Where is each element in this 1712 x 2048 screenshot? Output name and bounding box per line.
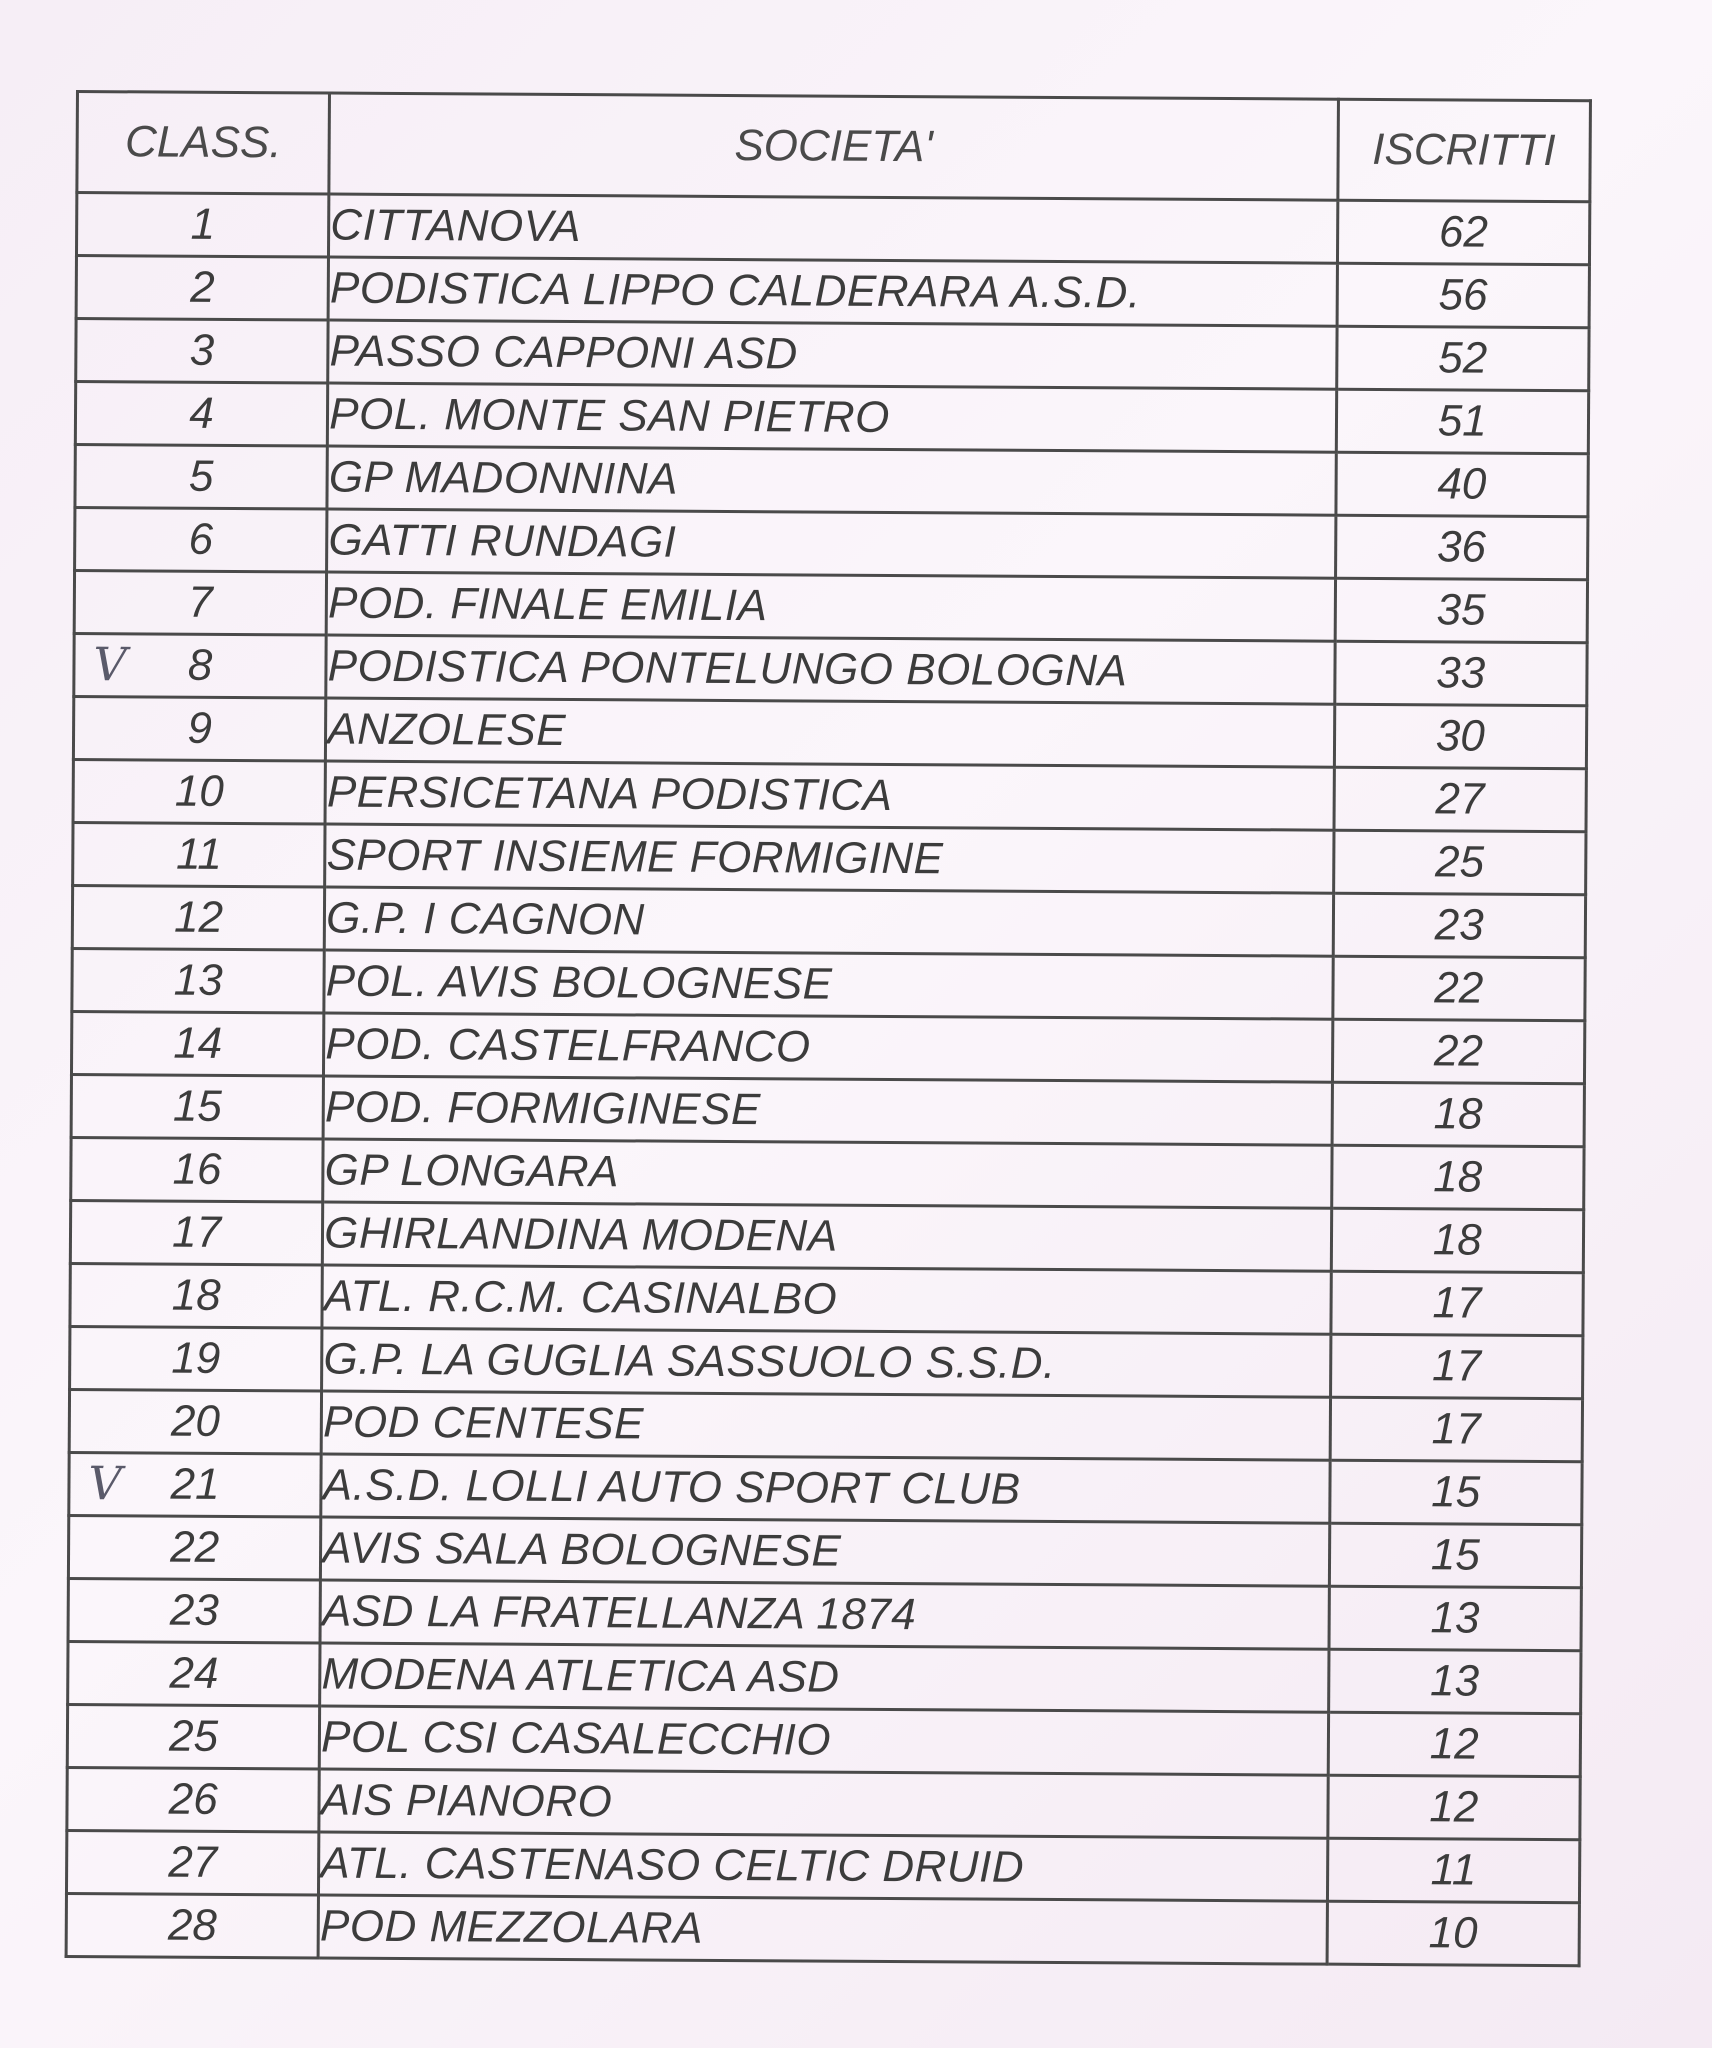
table-row bbox=[70, 1263, 1583, 1335]
rank-number: 23 bbox=[169, 1585, 219, 1635]
rank-number: 4 bbox=[189, 388, 215, 438]
rank-number: 13 bbox=[173, 955, 223, 1005]
rank-cell bbox=[66, 1830, 319, 1895]
rank-cell bbox=[74, 633, 327, 698]
rank-cell bbox=[75, 382, 328, 447]
table-row bbox=[75, 445, 1588, 517]
registered-count: 35 bbox=[1335, 578, 1588, 643]
rank-cell bbox=[72, 948, 325, 1013]
table-row bbox=[74, 633, 1587, 705]
rank-cell bbox=[75, 508, 328, 573]
rank-cell bbox=[70, 1200, 323, 1265]
society-name: PODISTICA LIPPO CALDERARA A.S.D. bbox=[328, 257, 1337, 326]
table-row bbox=[73, 822, 1586, 894]
rank-number: 27 bbox=[168, 1837, 218, 1887]
society-name: AVIS SALA BOLOGNESE bbox=[321, 1517, 1330, 1586]
registered-count: 13 bbox=[1328, 1649, 1581, 1714]
rank-cell bbox=[76, 256, 329, 321]
table-row bbox=[69, 1389, 1582, 1461]
table-row bbox=[71, 1137, 1584, 1209]
table-row bbox=[74, 571, 1587, 643]
rank-number: 19 bbox=[171, 1333, 221, 1383]
registered-count: 17 bbox=[1330, 1334, 1583, 1399]
society-name: SPORT INSIEME FORMIGINE bbox=[325, 824, 1334, 893]
society-name: POL. AVIS BOLOGNESE bbox=[324, 950, 1333, 1019]
header-class: CLASS. bbox=[77, 92, 330, 195]
registered-count: 51 bbox=[1336, 389, 1589, 454]
header-society: SOCIETA' bbox=[329, 93, 1338, 200]
table-row bbox=[68, 1641, 1581, 1713]
society-name: POD. CASTELFRANCO bbox=[324, 1013, 1333, 1082]
rank-number: 17 bbox=[172, 1207, 222, 1257]
header-row bbox=[77, 92, 1591, 202]
rank-cell bbox=[74, 571, 327, 636]
registered-count: 12 bbox=[1327, 1775, 1580, 1840]
table-row bbox=[66, 1830, 1579, 1902]
society-name: POD MEZZOLARA bbox=[318, 1895, 1327, 1964]
society-name: GATTI RUNDAGI bbox=[327, 509, 1336, 578]
ranking-rows bbox=[66, 193, 1590, 1966]
registered-count: 56 bbox=[1337, 263, 1590, 328]
rank-cell bbox=[73, 696, 326, 761]
registered-count: 36 bbox=[1335, 515, 1588, 580]
rank-number: 20 bbox=[170, 1396, 221, 1446]
rank-cell bbox=[73, 759, 326, 824]
society-name: POL CSI CASALECCHIO bbox=[319, 1706, 1328, 1775]
registered-count: 17 bbox=[1330, 1271, 1583, 1336]
rank-number: 8 bbox=[187, 640, 213, 690]
table-row bbox=[73, 759, 1586, 831]
rank-cell bbox=[70, 1326, 323, 1391]
rank-number: 11 bbox=[175, 829, 222, 879]
registered-count: 11 bbox=[1327, 1838, 1580, 1903]
rank-number: 18 bbox=[171, 1270, 221, 1320]
registered-count: 30 bbox=[1334, 704, 1587, 769]
rank-number: 3 bbox=[189, 325, 215, 375]
registered-count: 15 bbox=[1329, 1460, 1582, 1525]
society-name: GHIRLANDINA MODENA bbox=[323, 1202, 1332, 1271]
registered-count: 15 bbox=[1329, 1523, 1582, 1588]
rank-cell bbox=[67, 1704, 320, 1769]
rank-cell bbox=[72, 885, 325, 950]
registered-count: 62 bbox=[1337, 200, 1590, 265]
rank-number: 14 bbox=[173, 1018, 223, 1068]
registered-count: 25 bbox=[1333, 830, 1586, 895]
society-name: A.S.D. LOLLI AUTO SPORT CLUB bbox=[321, 1454, 1330, 1523]
rank-cell bbox=[66, 1893, 319, 1958]
rank-number: 6 bbox=[188, 514, 214, 564]
table-row bbox=[75, 508, 1588, 580]
table-row bbox=[76, 319, 1589, 391]
registered-count: 12 bbox=[1328, 1712, 1581, 1777]
rank-cell bbox=[67, 1767, 320, 1832]
rank-cell bbox=[71, 1074, 324, 1139]
table-row bbox=[71, 1074, 1584, 1146]
registered-count: 33 bbox=[1334, 641, 1587, 706]
rank-cell bbox=[68, 1641, 321, 1706]
society-name: CITTANOVA bbox=[329, 194, 1338, 263]
registered-count: 18 bbox=[1331, 1208, 1584, 1273]
table-row bbox=[71, 1011, 1584, 1083]
table-row bbox=[66, 1893, 1579, 1965]
rank-cell bbox=[75, 445, 328, 510]
table-row bbox=[67, 1767, 1580, 1839]
society-name: POD. FINALE EMILIA bbox=[326, 572, 1335, 641]
registered-count: 23 bbox=[1333, 893, 1586, 958]
table-row bbox=[76, 256, 1589, 328]
table-row bbox=[72, 885, 1585, 957]
rank-number: 21 bbox=[170, 1459, 220, 1509]
rank-number: 22 bbox=[170, 1522, 220, 1572]
rank-number: 28 bbox=[167, 1900, 218, 1950]
society-name: POD CENTESE bbox=[321, 1391, 1330, 1460]
rank-cell bbox=[73, 822, 326, 887]
society-name: ASD LA FRATELLANZA 1874 bbox=[320, 1580, 1329, 1649]
rank-cell bbox=[71, 1137, 324, 1202]
table-row bbox=[69, 1452, 1582, 1524]
registered-count: 18 bbox=[1331, 1145, 1584, 1210]
table-row bbox=[70, 1326, 1583, 1398]
society-name: PERSICETANA PODISTICA bbox=[325, 761, 1334, 830]
society-name: ANZOLESE bbox=[326, 698, 1335, 767]
society-name: GP MADONNINA bbox=[327, 446, 1336, 515]
rank-number: 24 bbox=[169, 1648, 219, 1698]
handwritten-check-mark: V bbox=[93, 637, 127, 692]
table-row bbox=[73, 696, 1586, 768]
rank-number: 5 bbox=[188, 451, 214, 501]
rank-number: 10 bbox=[174, 766, 224, 816]
society-name: G.P. LA GUGLIA SASSUOLO S.S.D. bbox=[322, 1328, 1331, 1397]
rank-number: 15 bbox=[172, 1081, 223, 1131]
registered-count: 27 bbox=[1334, 767, 1587, 832]
table-row bbox=[75, 382, 1588, 454]
rank-number: 9 bbox=[187, 703, 213, 753]
registered-count: 13 bbox=[1329, 1586, 1582, 1651]
registered-count: 22 bbox=[1332, 1019, 1585, 1084]
society-name: PASSO CAPPONI ASD bbox=[328, 320, 1337, 389]
rank-cell bbox=[68, 1515, 321, 1580]
rank-cell bbox=[69, 1452, 322, 1517]
ranking-table bbox=[65, 90, 1592, 1967]
registered-count: 40 bbox=[1335, 452, 1588, 517]
society-name: MODENA ATLETICA ASD bbox=[320, 1643, 1329, 1712]
registered-count: 18 bbox=[1332, 1082, 1585, 1147]
society-name: G.P. I CAGNON bbox=[324, 887, 1333, 956]
registered-count: 17 bbox=[1330, 1397, 1583, 1462]
society-name: PODISTICA PONTELUNGO BOLOGNA bbox=[326, 635, 1335, 704]
rank-number: 7 bbox=[188, 577, 213, 627]
rank-cell bbox=[68, 1578, 321, 1643]
rank-number: 25 bbox=[168, 1711, 219, 1761]
rank-number: 12 bbox=[173, 892, 224, 942]
rank-number: 16 bbox=[172, 1144, 222, 1194]
society-name: AIS PIANORO bbox=[319, 1769, 1328, 1838]
rank-number: 2 bbox=[190, 262, 215, 312]
society-name: GP LONGARA bbox=[323, 1139, 1332, 1208]
rank-cell bbox=[70, 1263, 323, 1328]
table-row bbox=[76, 193, 1589, 265]
society-name: POD. FORMIGINESE bbox=[323, 1076, 1332, 1145]
rank-number: 1 bbox=[190, 199, 216, 249]
rank-cell bbox=[69, 1389, 322, 1454]
society-name: ATL. CASTENASO CELTIC DRUID bbox=[319, 1832, 1328, 1901]
header-registered: ISCRITTI bbox=[1337, 99, 1590, 202]
society-name: ATL. R.C.M. CASINALBO bbox=[322, 1265, 1331, 1334]
table-row bbox=[70, 1200, 1583, 1272]
registered-count: 52 bbox=[1336, 326, 1589, 391]
registered-count: 22 bbox=[1332, 956, 1585, 1021]
rank-cell bbox=[76, 319, 329, 384]
registered-count: 10 bbox=[1327, 1901, 1580, 1966]
rank-number: 26 bbox=[168, 1774, 218, 1824]
rank-cell bbox=[71, 1011, 324, 1076]
table-row bbox=[68, 1515, 1581, 1587]
table-row bbox=[67, 1704, 1580, 1776]
handwritten-check-mark: V bbox=[88, 1456, 122, 1511]
rank-cell bbox=[76, 193, 329, 258]
society-name: POL. MONTE SAN PIETRO bbox=[328, 383, 1337, 452]
table-row bbox=[72, 948, 1585, 1020]
table-row bbox=[68, 1578, 1581, 1650]
